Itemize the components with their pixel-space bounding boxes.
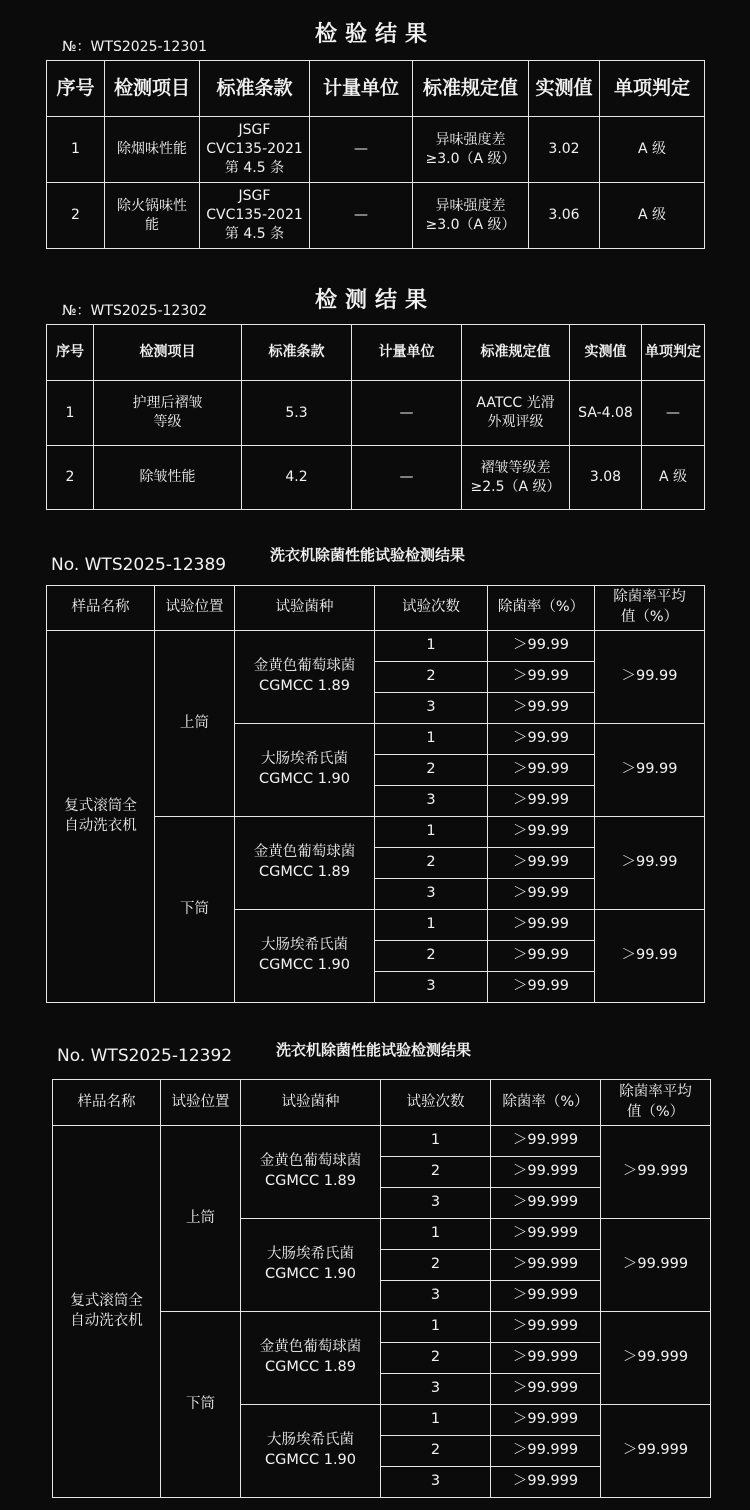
cell-rate: ＞99.999 bbox=[491, 1374, 601, 1405]
cell-spec: 异味强度差 ≥3.0（A 级） bbox=[413, 183, 529, 249]
cell-sample: 复式滚筒全 自动洗衣机 bbox=[47, 631, 155, 1003]
section4-report-no: No. WTS2025-12392 bbox=[57, 1046, 233, 1066]
header-strain: 试验菌种 bbox=[241, 1080, 381, 1126]
header-judgment: 单项判定 bbox=[600, 61, 705, 117]
cell-rate: ＞99.99 bbox=[488, 693, 595, 724]
cell-avg-rate: ＞99.999 bbox=[601, 1405, 711, 1498]
cell-avg-rate: ＞99.999 bbox=[601, 1126, 711, 1219]
cell-rate: ＞99.99 bbox=[488, 786, 595, 817]
cell-standard: 4.2 bbox=[242, 446, 352, 510]
cell-trial: 2 bbox=[375, 755, 488, 786]
cell-trial: 1 bbox=[381, 1126, 491, 1157]
cell-rate: ＞99.99 bbox=[488, 848, 595, 879]
cell-avg-rate: ＞99.99 bbox=[595, 817, 705, 910]
cell-seq: 1 bbox=[47, 381, 94, 446]
cell-judgment: — bbox=[642, 381, 705, 446]
header-item: 检测项目 bbox=[94, 325, 242, 381]
cell-trial: 3 bbox=[375, 972, 488, 1003]
cell-trial: 1 bbox=[375, 724, 488, 755]
cell-seq: 2 bbox=[47, 183, 105, 249]
cell-position: 上筒 bbox=[161, 1126, 241, 1312]
cell-trial: 1 bbox=[375, 817, 488, 848]
header-unit: 计量单位 bbox=[352, 325, 462, 381]
header-standard: 标准条款 bbox=[242, 325, 352, 381]
cell-rate: ＞99.99 bbox=[488, 941, 595, 972]
cell-rate: ＞99.999 bbox=[491, 1467, 601, 1498]
header-rate: 除菌率（%） bbox=[491, 1080, 601, 1126]
table-row bbox=[53, 1126, 711, 1157]
cell-seq: 2 bbox=[47, 446, 94, 510]
cell-trial: 1 bbox=[375, 910, 488, 941]
header-trials: 试验次数 bbox=[381, 1080, 491, 1126]
cell-seq: 1 bbox=[47, 117, 105, 183]
cell-unit: — bbox=[310, 183, 413, 249]
section3-table bbox=[46, 585, 705, 1003]
cell-trial: 2 bbox=[375, 662, 488, 693]
section1-table bbox=[46, 60, 705, 249]
cell-rate: ＞99.999 bbox=[491, 1157, 601, 1188]
cell-trial: 1 bbox=[381, 1405, 491, 1436]
cell-trial: 2 bbox=[381, 1343, 491, 1374]
cell-sample: 复式滚筒全 自动洗衣机 bbox=[53, 1126, 161, 1498]
cell-trial: 2 bbox=[381, 1250, 491, 1281]
cell-trial: 2 bbox=[375, 848, 488, 879]
section2-report-no: №：WTS2025-12302 bbox=[62, 303, 208, 319]
cell-trial: 2 bbox=[381, 1157, 491, 1188]
cell-standard: JSGF CVC135-2021 第 4.5 条 bbox=[200, 117, 310, 183]
cell-rate: ＞99.99 bbox=[488, 724, 595, 755]
header-unit: 计量单位 bbox=[310, 61, 413, 117]
cell-measured: 3.08 bbox=[570, 446, 642, 510]
cell-rate: ＞99.999 bbox=[491, 1405, 601, 1436]
cell-standard: 5.3 bbox=[242, 381, 352, 446]
cell-trial: 1 bbox=[375, 631, 488, 662]
cell-trial: 3 bbox=[381, 1281, 491, 1312]
cell-item: 除火锅味性 能 bbox=[105, 183, 200, 249]
cell-position: 上筒 bbox=[155, 631, 235, 817]
cell-unit: — bbox=[310, 117, 413, 183]
header-seq: 序号 bbox=[47, 325, 94, 381]
cell-item: 护理后褶皱 等级 bbox=[94, 381, 242, 446]
cell-trial: 3 bbox=[375, 786, 488, 817]
cell-strain: 金黄色葡萄球菌 CGMCC 1.89 bbox=[235, 631, 375, 724]
header-avg-rate: 除菌率平均 值（%） bbox=[601, 1080, 711, 1126]
cell-trial: 3 bbox=[381, 1188, 491, 1219]
cell-item: 除皱性能 bbox=[94, 446, 242, 510]
cell-judgment: A 级 bbox=[600, 183, 705, 249]
cell-unit: — bbox=[352, 446, 462, 510]
cell-rate: ＞99.99 bbox=[488, 972, 595, 1003]
header-standard: 标准条款 bbox=[200, 61, 310, 117]
header-sample: 样品名称 bbox=[53, 1080, 161, 1126]
cell-position: 下筒 bbox=[161, 1312, 241, 1498]
section3-report-no: No. WTS2025-12389 bbox=[51, 555, 227, 575]
table-row bbox=[47, 117, 705, 183]
cell-trial: 3 bbox=[375, 693, 488, 724]
cell-rate: ＞99.999 bbox=[491, 1343, 601, 1374]
header-sample: 样品名称 bbox=[47, 586, 155, 631]
section4-table bbox=[52, 1079, 711, 1498]
cell-avg-rate: ＞99.999 bbox=[601, 1219, 711, 1312]
section1-report-no: №：WTS2025-12301 bbox=[62, 39, 208, 55]
cell-rate: ＞99.999 bbox=[491, 1250, 601, 1281]
cell-avg-rate: ＞99.99 bbox=[595, 631, 705, 724]
cell-trial: 3 bbox=[381, 1467, 491, 1498]
cell-measured: 3.02 bbox=[529, 117, 600, 183]
section2-table bbox=[46, 324, 705, 510]
cell-judgment: A 级 bbox=[600, 117, 705, 183]
cell-position: 下筒 bbox=[155, 817, 235, 1003]
cell-rate: ＞99.999 bbox=[491, 1219, 601, 1250]
cell-spec: 褶皱等级差 ≥2.5（A 级） bbox=[462, 446, 570, 510]
section3-title: 洗衣机除菌性能试验检测结果 bbox=[270, 546, 466, 564]
cell-strain: 金黄色葡萄球菌 CGMCC 1.89 bbox=[241, 1126, 381, 1219]
cell-trial: 2 bbox=[381, 1436, 491, 1467]
cell-unit: — bbox=[352, 381, 462, 446]
section4-title: 洗衣机除菌性能试验检测结果 bbox=[276, 1041, 472, 1059]
header-position: 试验位置 bbox=[161, 1080, 241, 1126]
cell-rate: ＞99.99 bbox=[488, 910, 595, 941]
cell-strain: 金黄色葡萄球菌 CGMCC 1.89 bbox=[235, 817, 375, 910]
cell-rate: ＞99.999 bbox=[491, 1312, 601, 1343]
cell-measured: SA-4.08 bbox=[570, 381, 642, 446]
section1-title: 检验结果 bbox=[314, 22, 435, 47]
table-row bbox=[47, 381, 705, 446]
cell-rate: ＞99.999 bbox=[491, 1188, 601, 1219]
header-avg-rate: 除菌率平均 值（%） bbox=[595, 586, 705, 631]
cell-spec: 异味强度差 ≥3.0（A 级） bbox=[413, 117, 529, 183]
header-measured: 实测值 bbox=[570, 325, 642, 381]
header-measured: 实测值 bbox=[529, 61, 600, 117]
cell-trial: 2 bbox=[375, 941, 488, 972]
cell-strain: 大肠埃希氏菌 CGMCC 1.90 bbox=[241, 1219, 381, 1312]
cell-standard: JSGF CVC135-2021 第 4.5 条 bbox=[200, 183, 310, 249]
cell-trial: 1 bbox=[381, 1219, 491, 1250]
header-seq: 序号 bbox=[47, 61, 105, 117]
header-spec: 标准规定值 bbox=[413, 61, 529, 117]
cell-strain: 金黄色葡萄球菌 CGMCC 1.89 bbox=[241, 1312, 381, 1405]
header-trials: 试验次数 bbox=[375, 586, 488, 631]
cell-rate: ＞99.999 bbox=[491, 1281, 601, 1312]
cell-rate: ＞99.99 bbox=[488, 755, 595, 786]
cell-rate: ＞99.99 bbox=[488, 662, 595, 693]
cell-rate: ＞99.999 bbox=[491, 1126, 601, 1157]
header-item: 检测项目 bbox=[105, 61, 200, 117]
header-position: 试验位置 bbox=[155, 586, 235, 631]
table-row bbox=[47, 631, 705, 662]
header-judgment: 单项判定 bbox=[642, 325, 705, 381]
cell-avg-rate: ＞99.999 bbox=[601, 1312, 711, 1405]
cell-rate: ＞99.99 bbox=[488, 879, 595, 910]
cell-rate: ＞99.999 bbox=[491, 1436, 601, 1467]
cell-strain: 大肠埃希氏菌 CGMCC 1.90 bbox=[235, 910, 375, 1003]
table-row bbox=[47, 183, 705, 249]
header-rate: 除菌率（%） bbox=[488, 586, 595, 631]
cell-strain: 大肠埃希氏菌 CGMCC 1.90 bbox=[241, 1405, 381, 1498]
header-strain: 试验菌种 bbox=[235, 586, 375, 631]
table-row bbox=[47, 446, 705, 510]
cell-spec: AATCC 光滑 外观评级 bbox=[462, 381, 570, 446]
cell-measured: 3.06 bbox=[529, 183, 600, 249]
cell-trial: 3 bbox=[381, 1374, 491, 1405]
cell-judgment: A 级 bbox=[642, 446, 705, 510]
header-spec: 标准规定值 bbox=[462, 325, 570, 381]
cell-avg-rate: ＞99.99 bbox=[595, 910, 705, 1003]
cell-avg-rate: ＞99.99 bbox=[595, 724, 705, 817]
cell-rate: ＞99.99 bbox=[488, 817, 595, 848]
cell-rate: ＞99.99 bbox=[488, 631, 595, 662]
cell-strain: 大肠埃希氏菌 CGMCC 1.90 bbox=[235, 724, 375, 817]
cell-trial: 3 bbox=[375, 879, 488, 910]
cell-trial: 1 bbox=[381, 1312, 491, 1343]
cell-item: 除烟味性能 bbox=[105, 117, 200, 183]
section2-title: 检测结果 bbox=[314, 288, 435, 313]
